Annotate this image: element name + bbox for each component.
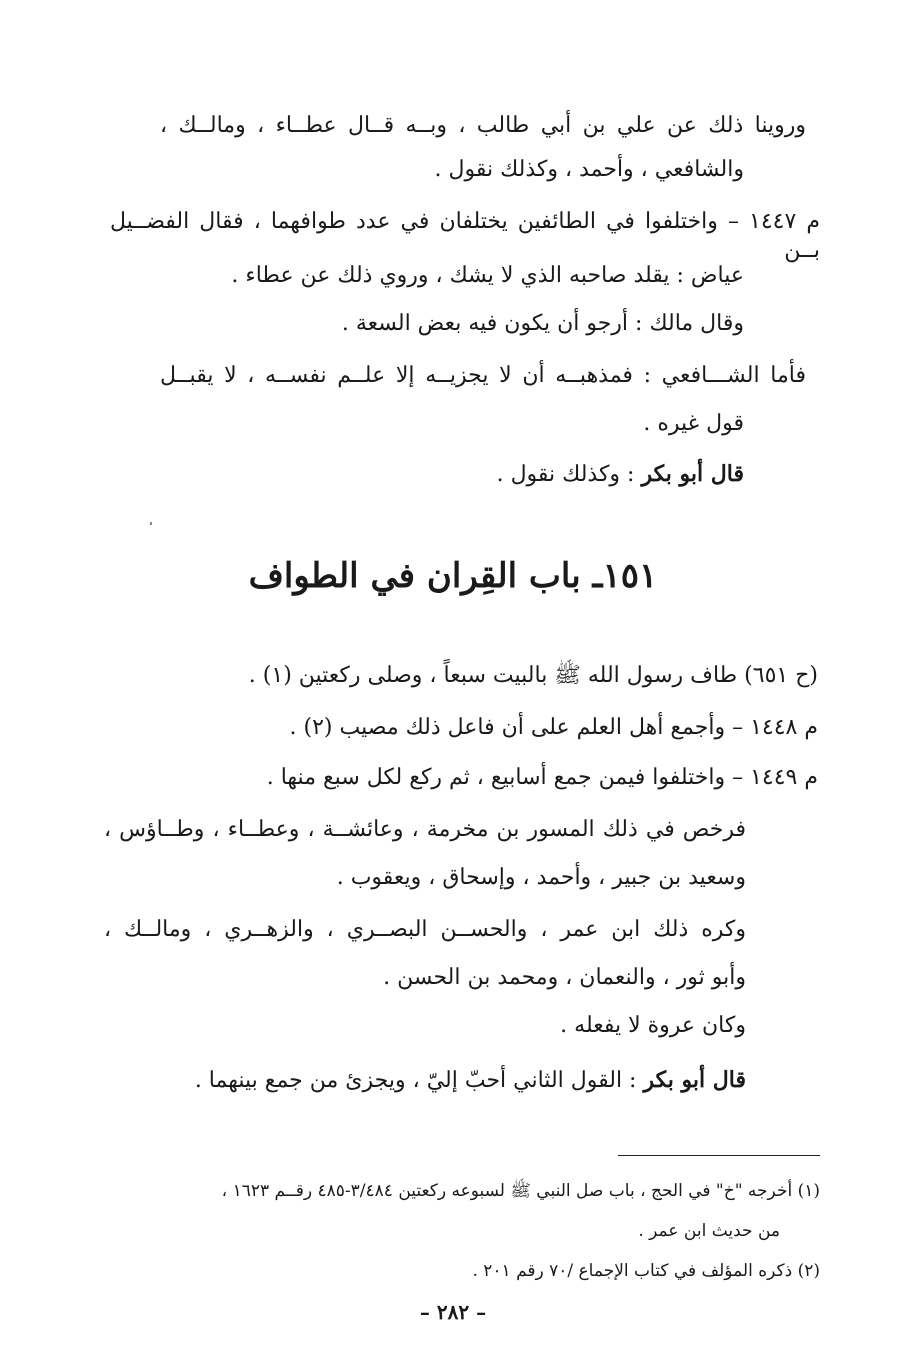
author-opinion-line bbox=[195, 1066, 746, 1096]
text-line: وسعيد بن جبير ، وأحمد ، وإسحاق ، ويعقوب . bbox=[336, 865, 746, 890]
text-line: وكان عروة لا يفعله . bbox=[560, 1013, 746, 1038]
author-opinion-line bbox=[497, 460, 744, 490]
text-line: قول غيره . bbox=[643, 411, 744, 436]
speck bbox=[150, 522, 152, 525]
text-line: والشافعي ، وأحمد ، وكذلك نقول . bbox=[434, 157, 744, 182]
text-line: وروينا ذلك عن علي بن أبي طالب ، وبــه قــال عطــاء ، ومالــك ، bbox=[160, 113, 806, 138]
hadith-line: (ح ٦٥١) طاف رسول الله ﷺ بالبيت سبعاً ، وصلى ركعتين (١) . bbox=[248, 663, 818, 688]
text-line: وكره ذلك ابن عمر ، والحســن البصــري ، والزهــري ، ومالــك ، bbox=[104, 917, 746, 942]
ruling-1447-line: م ١٤٤٧ – واختلفوا في الطائفين يختلفان في عدد طوافهما ، فقال الفضــيل بــن bbox=[110, 209, 820, 263]
author-opinion-text: : وكذلك نقول . bbox=[496, 462, 642, 487]
text-line: فأما الشـــافعي : فمذهبــه أن لا يجزيــه إلا علــم نفســه ، لا يقبــل bbox=[160, 363, 806, 388]
text-line: فرخص في ذلك المسور بن مخرمة ، وعائشــة ، وعطــاء ، وطــاؤس ، bbox=[104, 817, 746, 842]
text-line: وأبو ثور ، والنعمان ، ومحمد بن الحسن . bbox=[383, 965, 746, 990]
author-label: قال أبو بكر bbox=[641, 461, 744, 487]
author-label: قال أبو بكر bbox=[643, 1067, 746, 1093]
ruling-1448-line: م ١٤٤٨ – وأجمع أهل العلم على أن فاعل ذلك مصيب (٢) . bbox=[289, 715, 818, 740]
text-line: وقال مالك : أرجو أن يكون فيه بعض السعة . bbox=[341, 311, 744, 336]
footnote-1-continued: من حديث ابن عمر . bbox=[638, 1221, 780, 1241]
page-number: – ٢٨٢ – bbox=[419, 1300, 487, 1324]
author-opinion-text: : القول الثاني أحبّ إليّ ، ويجزئ من جمع بينهما . bbox=[194, 1068, 644, 1093]
footnote-separator bbox=[618, 1155, 820, 1156]
text-line: عياض : يقلد صاحبه الذي لا يشك ، وروي ذلك عن عطاء . bbox=[231, 263, 744, 288]
footnote-1: (١) أخرجه "خ" في الحج ، باب صل النبي ﷺ لسبوعه ركعتين ٣/٤٨٤-٤٨٥ رقــم ١٦٢٣ ، bbox=[221, 1181, 820, 1201]
section-heading: ١٥١ـ باب القِران في الطواف bbox=[248, 556, 658, 596]
ruling-1449-line: م ١٤٤٩ – واختلفوا فيمن جمع أسابيع ، ثم ركع لكل سبع منها . bbox=[266, 765, 818, 790]
footnote-2: (٢) ذكره المؤلف في كتاب الإجماع /٧٠ رقم ٢٠١ . bbox=[472, 1261, 820, 1281]
